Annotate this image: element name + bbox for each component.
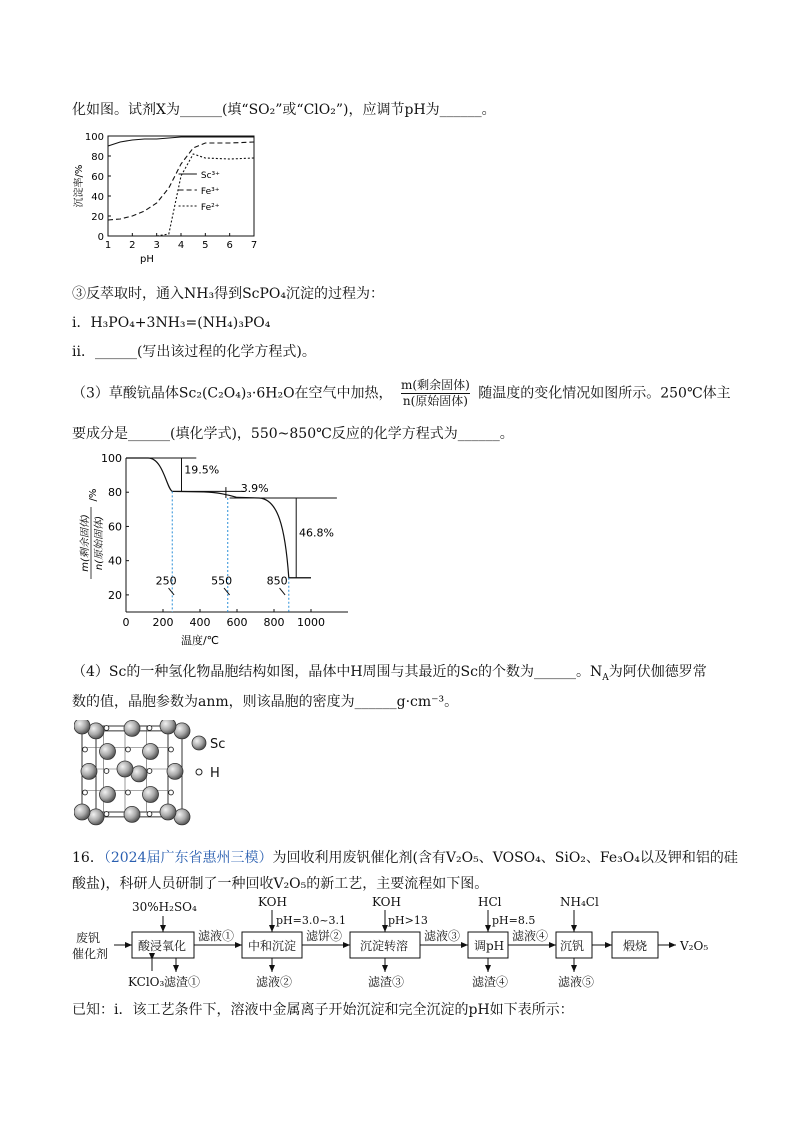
sc-legend-icon <box>192 736 206 750</box>
flow-below-5: 滤液⑤ <box>558 975 595 989</box>
chart1-series-line <box>108 137 254 146</box>
chart2-xtick-label: 1000 <box>297 616 325 629</box>
h-atom <box>169 790 174 795</box>
question-line-1: 化如图。试剂X为______(填“SO₂”或“ClO₂”)，应调节pH为______。 <box>72 102 496 118</box>
chart2-xtick-label: 400 <box>189 616 211 629</box>
flow-product: V₂O₅ <box>680 939 709 953</box>
flow-box-acid-leach: 酸浸氧化 <box>138 939 187 953</box>
flow-cond-3: pH>13 <box>388 914 428 927</box>
sc-atom <box>143 787 159 803</box>
flow-reagent-4: HCl <box>478 896 502 909</box>
flow-input-2: 催化剂 <box>72 947 109 961</box>
chart2-xtick-label: 800 <box>263 616 285 629</box>
h-atom <box>147 769 152 774</box>
precipitation-rate-chart <box>70 126 270 276</box>
chart1-xtick-label: 3 <box>153 240 160 251</box>
step-3-text: ③反萃取时，通入NH₃得到ScPO₄沉淀的过程为： <box>72 286 385 302</box>
flow-arrow-1: 滤液① <box>198 929 235 943</box>
chart1-frame <box>108 136 254 236</box>
question-4-line-2: 数的值，晶胞参数为anm，则该晶胞的密度为______g·cm⁻³。 <box>72 694 459 710</box>
question-16-line-2: 酸盐)，科研人员研制了一种回收V₂O₅的新工艺，主要流程如下图。 <box>72 876 489 892</box>
chart2-ytick-label: 80 <box>108 486 122 500</box>
sc-atom <box>174 809 190 825</box>
flow-box-redissolve: 沉淀转溶 <box>360 939 409 953</box>
flow-cond-4: pH=8.5 <box>492 914 536 927</box>
sc-atom <box>124 806 140 822</box>
chart2-temp-label: 850 <box>266 574 288 588</box>
chart2-ytick-label: 20 <box>108 588 122 602</box>
h-atom <box>83 747 88 752</box>
sc-atom <box>131 766 147 782</box>
sc-atom <box>74 804 90 820</box>
question-16-source: （2024届广东省惠州三模） <box>103 850 273 866</box>
flow-below-1a: KClO₃ <box>128 975 165 989</box>
flow-below-2: 滤液② <box>256 975 293 989</box>
sc-atom <box>100 744 116 760</box>
crystal-cell-diagram <box>74 720 284 840</box>
flow-cond-2: pH=3.0~3.1 <box>276 914 347 927</box>
chart2-ylabel-unit: /% <box>88 488 99 502</box>
sc-atom <box>124 720 140 736</box>
flow-arrow-3: 滤液③ <box>424 929 461 943</box>
flow-box-precipitate-v: 沉钒 <box>560 939 585 953</box>
chart2-ytick-label: 60 <box>108 520 122 534</box>
chart1-series-line <box>108 142 254 220</box>
chart1-legend-label: Sc³⁺ <box>200 171 220 181</box>
question-3-line-2: 要成分是______(填化学式)，550~850℃反应的化学方程式为______。 <box>72 426 514 442</box>
question-3-line-1: （3）草酸钪晶体Sc₂(C₂O₄)₃·6H₂O在空气中加热， m(剩余固体) n(原始固体) 随温度的变化情况如图所示。250℃体主 <box>72 378 731 408</box>
h-atom <box>104 726 109 731</box>
flow-reagent-3: KOH <box>372 896 401 909</box>
question-16-line-1: 16．（2024届广东省惠州三模）为回收利用废钒催化剂(含有V₂O₅、VOSO₄、SiO₂、Fe₃O₄以及钾和铝的硅 <box>72 850 738 866</box>
h-atom <box>104 769 109 774</box>
chart1-ytick-label: 0 <box>97 232 104 243</box>
chart1-ytick-label: 40 <box>91 192 104 203</box>
chart1-xlabel: pH <box>139 254 154 265</box>
chart2-temp-label: 250 <box>155 574 177 588</box>
chart2-xlabel: 温度/℃ <box>180 634 220 647</box>
chart2-temp-label: 550 <box>211 574 233 588</box>
sc-atom <box>81 763 97 779</box>
question-4-line-1: （4）Sc的一种氢化物晶胞结构如图，晶体中H周围与其最近的Sc的个数为______。$N_A$为阿伏伽德罗常 <box>72 664 707 683</box>
sc-atom <box>74 720 90 734</box>
mass-ratio-fraction: m(剩余固体) n(原始固体) <box>401 378 470 408</box>
chart2-ytick-label: 100 <box>101 452 122 465</box>
flow-arrow-2: 滤饼② <box>306 929 343 943</box>
flow-input-1: 废钒 <box>76 931 101 945</box>
h-atom <box>147 726 152 731</box>
h-atom <box>169 747 174 752</box>
chart2-ann-19: 19.5% <box>184 463 220 477</box>
h-legend-icon <box>196 769 202 775</box>
flow-box-neutralize: 中和沉淀 <box>248 939 297 953</box>
sc-legend-label: Sc <box>210 737 226 752</box>
equation-ii: ii．______(写出该过程的化学方程式)。 <box>72 344 316 360</box>
sc-atom <box>143 744 159 760</box>
h-atom <box>126 747 131 752</box>
chart2-ann-3: 3.9% <box>240 482 269 496</box>
chart1-ytick-label: 100 <box>84 132 104 143</box>
chart2-xtick-label: 200 <box>152 616 174 629</box>
flow-reagent-5: NH₄Cl <box>560 896 599 909</box>
chart2-temp-tick <box>169 588 175 595</box>
flow-reagent-2: KOH <box>258 896 287 909</box>
h-atom <box>147 812 152 817</box>
chart1-ytick-label: 80 <box>91 152 104 163</box>
flow-below-1b: 滤渣① <box>164 975 201 989</box>
h-atom <box>126 790 131 795</box>
chart1-ytick-label: 20 <box>91 212 104 223</box>
chart1-xtick-label: 2 <box>129 240 136 251</box>
flow-arrow-4: 滤液④ <box>512 929 549 943</box>
chart2-ylabel <box>79 489 105 579</box>
chart2-temp-tick <box>224 588 230 595</box>
h-legend-label: H <box>210 766 220 781</box>
chart2-xtick-label: 0 <box>122 616 130 629</box>
equation-i: i．H₃PO₄+3NH₃=(NH₄)₃PO₄ <box>72 315 271 331</box>
chart2-xtick-label: 600 <box>226 616 248 629</box>
sc-atom <box>88 723 104 739</box>
known-condition: 已知：i．该工艺条件下，溶液中金属离子开始沉淀和完全沉淀的pH如下表所示： <box>72 1002 574 1018</box>
flow-box-calcine: 煅烧 <box>623 939 648 953</box>
chart2-ytick-label: 40 <box>108 554 122 568</box>
flow-reagent-1: 30%H₂SO₄ <box>132 900 197 914</box>
chart2-temp-tick <box>280 588 286 595</box>
sc-atom <box>167 763 183 779</box>
chart1-ytick-label: 60 <box>91 172 104 183</box>
sc-atom <box>117 761 133 777</box>
process-flowchart <box>72 896 732 996</box>
chart1-legend-label: Fe³⁺ <box>200 187 220 197</box>
chart1-xtick-label: 1 <box>104 240 112 251</box>
chart1-xtick-label: 4 <box>177 240 185 251</box>
sc-atom <box>174 723 190 739</box>
flow-below-3: 滤渣③ <box>368 975 405 989</box>
h-atom <box>104 812 109 817</box>
chart1-legend-label: Fe²⁺ <box>200 203 220 213</box>
flow-box-adjust-ph: 调pH <box>474 939 505 953</box>
thermal-decomposition-chart <box>70 452 360 652</box>
chart2-ann-46: 46.8% <box>298 526 334 540</box>
sc-atom <box>160 804 176 820</box>
chart2-ylabel-bottom: n(原始固体) <box>94 515 105 571</box>
sc-atom <box>88 809 104 825</box>
h-atom <box>83 790 88 795</box>
chart1-ylabel: 沉淀率/% <box>74 164 85 208</box>
sc-atom <box>100 787 116 803</box>
chart1-xtick-label: 7 <box>250 240 258 251</box>
chart2-ylabel-top: m(剩余固体) <box>80 514 91 572</box>
sc-atom <box>160 720 176 734</box>
chart1-xtick-label: 5 <box>202 240 209 251</box>
chart1-xtick-label: 6 <box>226 240 233 251</box>
flow-below-4: 滤渣④ <box>472 975 509 989</box>
